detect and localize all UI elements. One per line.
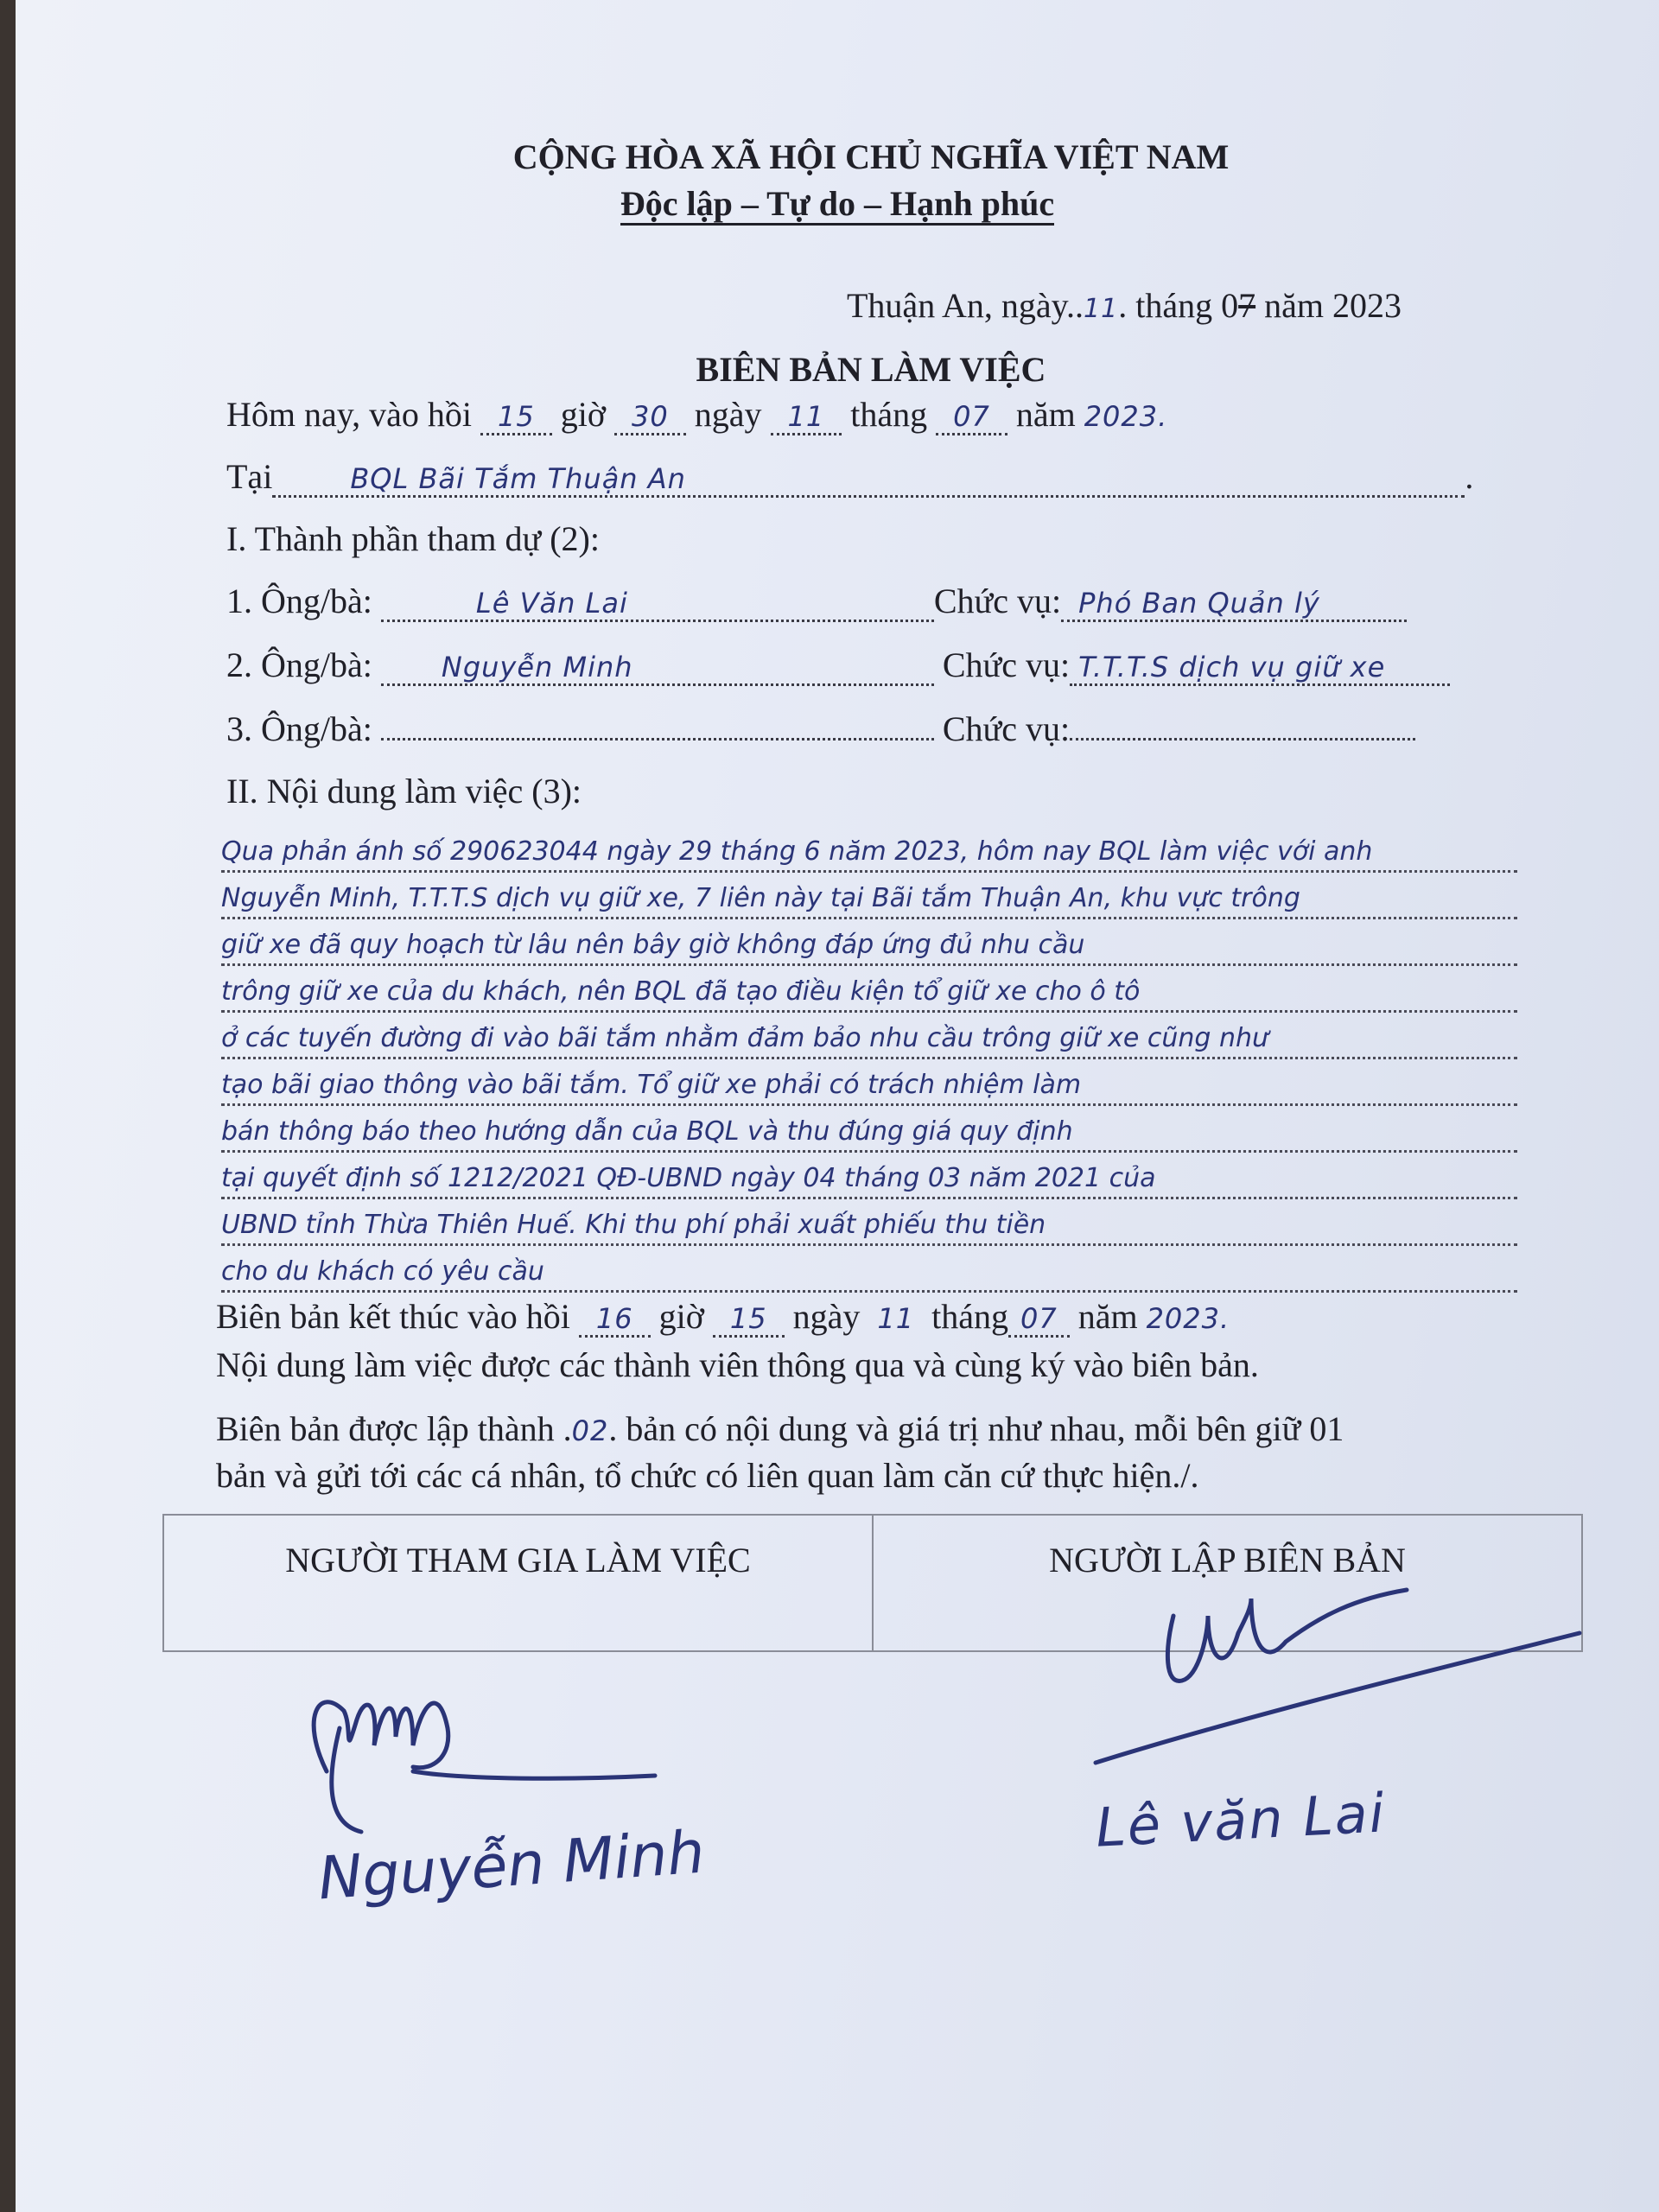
- copies-label-end: . bản có nội dung và giá trị như nhau, mỗi bên giữ 01: [608, 1409, 1344, 1448]
- participant-row: [226, 645, 1450, 686]
- participant-role-label: Chức vụ:: [933, 645, 1071, 684]
- content-line: trông giữ xe của du khách, nên BQL đã tạo điều kiện tổ giữ xe cho ô tô: [221, 976, 1517, 1013]
- intro-label-month: tháng: [842, 395, 937, 434]
- date-place: Thuận An, ngày..: [847, 286, 1084, 325]
- copies-line: [216, 1408, 1344, 1449]
- content-line: giữ xe đã quy hoạch từ lâu nên bây giờ không đáp ứng đủ nhu cầu: [221, 930, 1517, 966]
- copies-line-2: bản và gửi tới các cá nhân, tổ chức có liên quan làm căn cứ thực hiện./.: [216, 1456, 1199, 1495]
- closing-label-day: ngày: [784, 1297, 869, 1336]
- closing-year: 2023.: [1146, 1302, 1230, 1335]
- participant-row: [226, 581, 1407, 622]
- intro-label: Hôm nay, vào hồi: [226, 395, 481, 434]
- motto: Độc lập – Tự do – Hạnh phúc: [620, 184, 1054, 226]
- location-line: [226, 456, 1488, 498]
- closing-day: 11: [877, 1302, 915, 1335]
- section1-heading: I. Thành phần tham dự (2):: [226, 519, 600, 558]
- participant-role: T.T.T.S dịch vụ giữ xe: [1070, 651, 1450, 686]
- participant-role: [1070, 709, 1415, 741]
- motto-wrap: [16, 183, 1659, 224]
- participant-role-label: Chức vụ:: [933, 709, 1071, 748]
- intro-hour: 15: [480, 400, 552, 435]
- copies-count: 02: [571, 1414, 609, 1447]
- location-label: Tại: [226, 457, 273, 496]
- location-end: .: [1465, 457, 1474, 496]
- right-signature-header: NGƯỜI LẬP BIÊN BẢN: [872, 1516, 1581, 1650]
- left-signature: [292, 1668, 672, 1849]
- date-month-struck: 7: [1238, 286, 1256, 325]
- closing-label-month: tháng: [923, 1297, 1008, 1336]
- content-line: cho du khách có yêu cầu: [221, 1256, 1517, 1293]
- closing-label: Biên bản kết thúc vào hồi: [216, 1297, 579, 1336]
- closing-label-minute: giờ: [650, 1297, 713, 1336]
- document-page: [16, 0, 1659, 2212]
- intro-label-minute: giờ: [551, 395, 615, 434]
- content-line: tạo bãi giao thông vào bãi tắm. Tổ giữ xe phải có trách nhiệm làm: [221, 1070, 1517, 1106]
- closing-hour: 16: [579, 1302, 651, 1338]
- participant-role-label: Chức vụ:: [933, 582, 1062, 620]
- participant-name: Nguyễn Minh: [381, 651, 934, 686]
- participant-name: Lê Văn Lai: [381, 587, 934, 622]
- closing-month: 07: [1008, 1302, 1070, 1338]
- content-line: ở các tuyến đường đi vào bãi tắm nhằm đảm bảo nhu cầu trông giữ xe cũng như: [221, 1023, 1517, 1059]
- participant-name: [381, 709, 934, 741]
- participant-row: [226, 709, 1415, 749]
- date-year: năm 2023: [1264, 286, 1402, 325]
- intro-month: 07: [936, 400, 1007, 435]
- left-signer-name: Nguyễn Minh: [315, 1818, 707, 1914]
- participant-label: 2. Ông/bà:: [226, 645, 381, 684]
- intro-label-day: ngày: [685, 395, 771, 434]
- participant-label: 3. Ông/bà:: [226, 709, 381, 748]
- left-signature-header: NGƯỜI THAM GIA LÀM VIỆC: [285, 1541, 751, 1580]
- content-line: Qua phản ánh số 290623044 ngày 29 tháng 6 năm 2023, hôm nay BQL làm việc với anh: [221, 836, 1517, 873]
- closing-label-year: năm: [1069, 1297, 1147, 1336]
- intro-line: [226, 394, 1167, 435]
- section2-heading: II. Nội dung làm việc (3):: [226, 772, 582, 810]
- date-month-prefix: . tháng 0: [1118, 286, 1239, 325]
- intro-minute: 30: [614, 400, 686, 435]
- content-line: bán thông báo theo hướng dẫn của BQL và thu đúng giá quy định: [221, 1116, 1517, 1153]
- content-line: tại quyết định số 1212/2021 QĐ-UBND ngày 04 tháng 03 năm 2021 của: [221, 1163, 1517, 1199]
- intro-label-year: năm: [1007, 395, 1084, 434]
- participant-label: 1. Ông/bà:: [226, 582, 381, 620]
- date-line: [847, 285, 1402, 326]
- closing-minute: 15: [713, 1302, 785, 1338]
- intro-year: 2023.: [1084, 400, 1168, 433]
- content-line: Nguyễn Minh, T.T.T.S dịch vụ giữ xe, 7 liên này tại Bãi tắm Thuận An, khu vực trông: [221, 883, 1517, 919]
- copies-label: Biên bản được lập thành .: [216, 1409, 572, 1448]
- content-line: UBND tỉnh Thừa Thiên Huế. Khi thu phí phải xuất phiếu thu tiền: [221, 1210, 1517, 1246]
- participant-role: Phó Ban Quản lý: [1061, 587, 1407, 622]
- document-title: BIÊN BẢN LÀM VIỆC: [696, 350, 1046, 389]
- location-value: BQL Bãi Tắm Thuận An: [272, 462, 1465, 498]
- intro-day: 11: [771, 400, 842, 435]
- right-signer-name: Lê văn Lai: [1094, 1781, 1388, 1859]
- approval-line: Nội dung làm việc được các thành viên thông qua và cùng ký vào biên bản.: [216, 1345, 1259, 1384]
- nation-title: CỘNG HÒA XÃ HỘI CHỦ NGHĨA VIỆT NAM: [512, 137, 1230, 176]
- right-signature: [1078, 1581, 1597, 1780]
- closing-line: [216, 1296, 1230, 1337]
- date-day: 11: [1084, 294, 1119, 324]
